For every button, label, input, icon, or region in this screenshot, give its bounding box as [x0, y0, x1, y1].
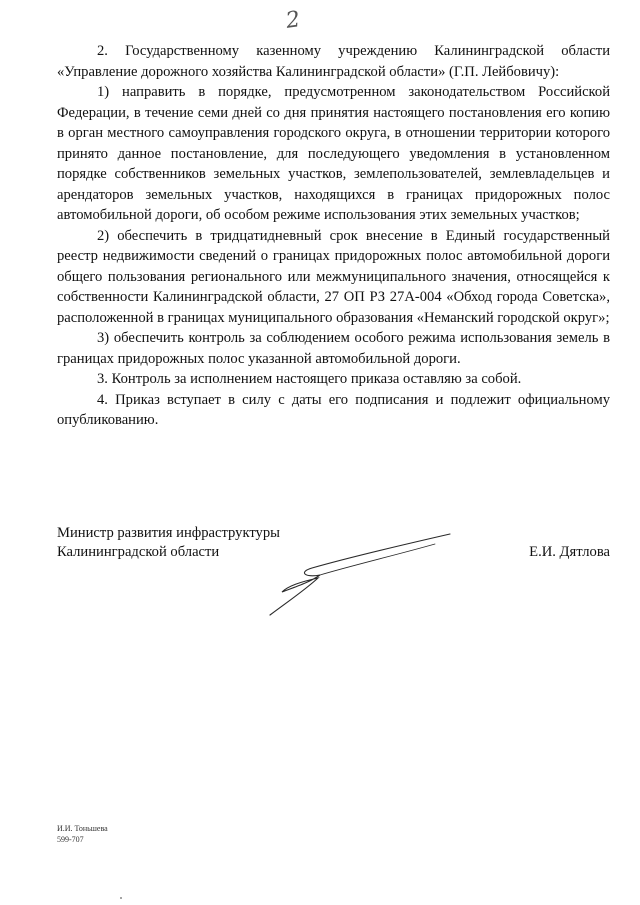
paragraph-item-2: 2. Государственному казенному учреждению Калининградской области «Управление дорожного хозяйства Калининградской области» (Г.П. Лейбовичу):	[57, 43, 610, 80]
paragraph-subitem-1: 1) направить в порядке, предусмотренном законодательством Российской Федерации, в течение семи дней со дня принятия настоящего постановления его копию в орган местного самоуправления городского округа, в отношении территории которого принято данное постановление, для последующего уведомления в установленном порядке собственников земельных участков, землепользователей, землевладельцев и арендаторов земельных участков, находящихся в границах придорожных полос автомобильной дороги, об особом режиме использования этих земельных участков;	[57, 84, 610, 223]
scan-speck	[120, 897, 122, 899]
signer-title-line-1: Министр развития инфраструктуры	[57, 525, 280, 541]
paragraph-item-4: 4. Приказ вступает в силу с даты его подписания и подлежит официальному опубликованию.	[57, 391, 610, 428]
page-number-mark: 2	[284, 7, 302, 34]
paragraph-item-3: 3. Контроль за исполнением настоящего приказа оставляю за собой.	[97, 371, 522, 387]
executor-name: И.И. Тоньшева	[57, 824, 108, 833]
document-body	[57, 41, 610, 431]
paragraph-subitem-3: 3) обеспечить контроль за соблюдением особого режима использования земель в границах придорожных полос указанной автомобильной дороги.	[57, 330, 610, 367]
paragraph-subitem-2: 2) обеспечить в тридцатидневный срок внесение в Единый государственный реестр недвижимости сведений о границах придорожных полос автомобильной дороги общего пользования регионального или межмуниципального значения, относящейся к собственности Калининградской области, 27 ОП РЗ 27А-004 «Обход города Советска», расположенной в границах муниципального образования «Неманский городской округ»;	[57, 227, 610, 326]
executor-info	[57, 823, 108, 845]
signer-title-line-2: Калининградской области	[57, 544, 220, 560]
handwritten-signature	[260, 520, 460, 620]
signer-name: Е.И. Дятлова	[529, 544, 610, 560]
executor-phone: 599-707	[57, 835, 84, 844]
